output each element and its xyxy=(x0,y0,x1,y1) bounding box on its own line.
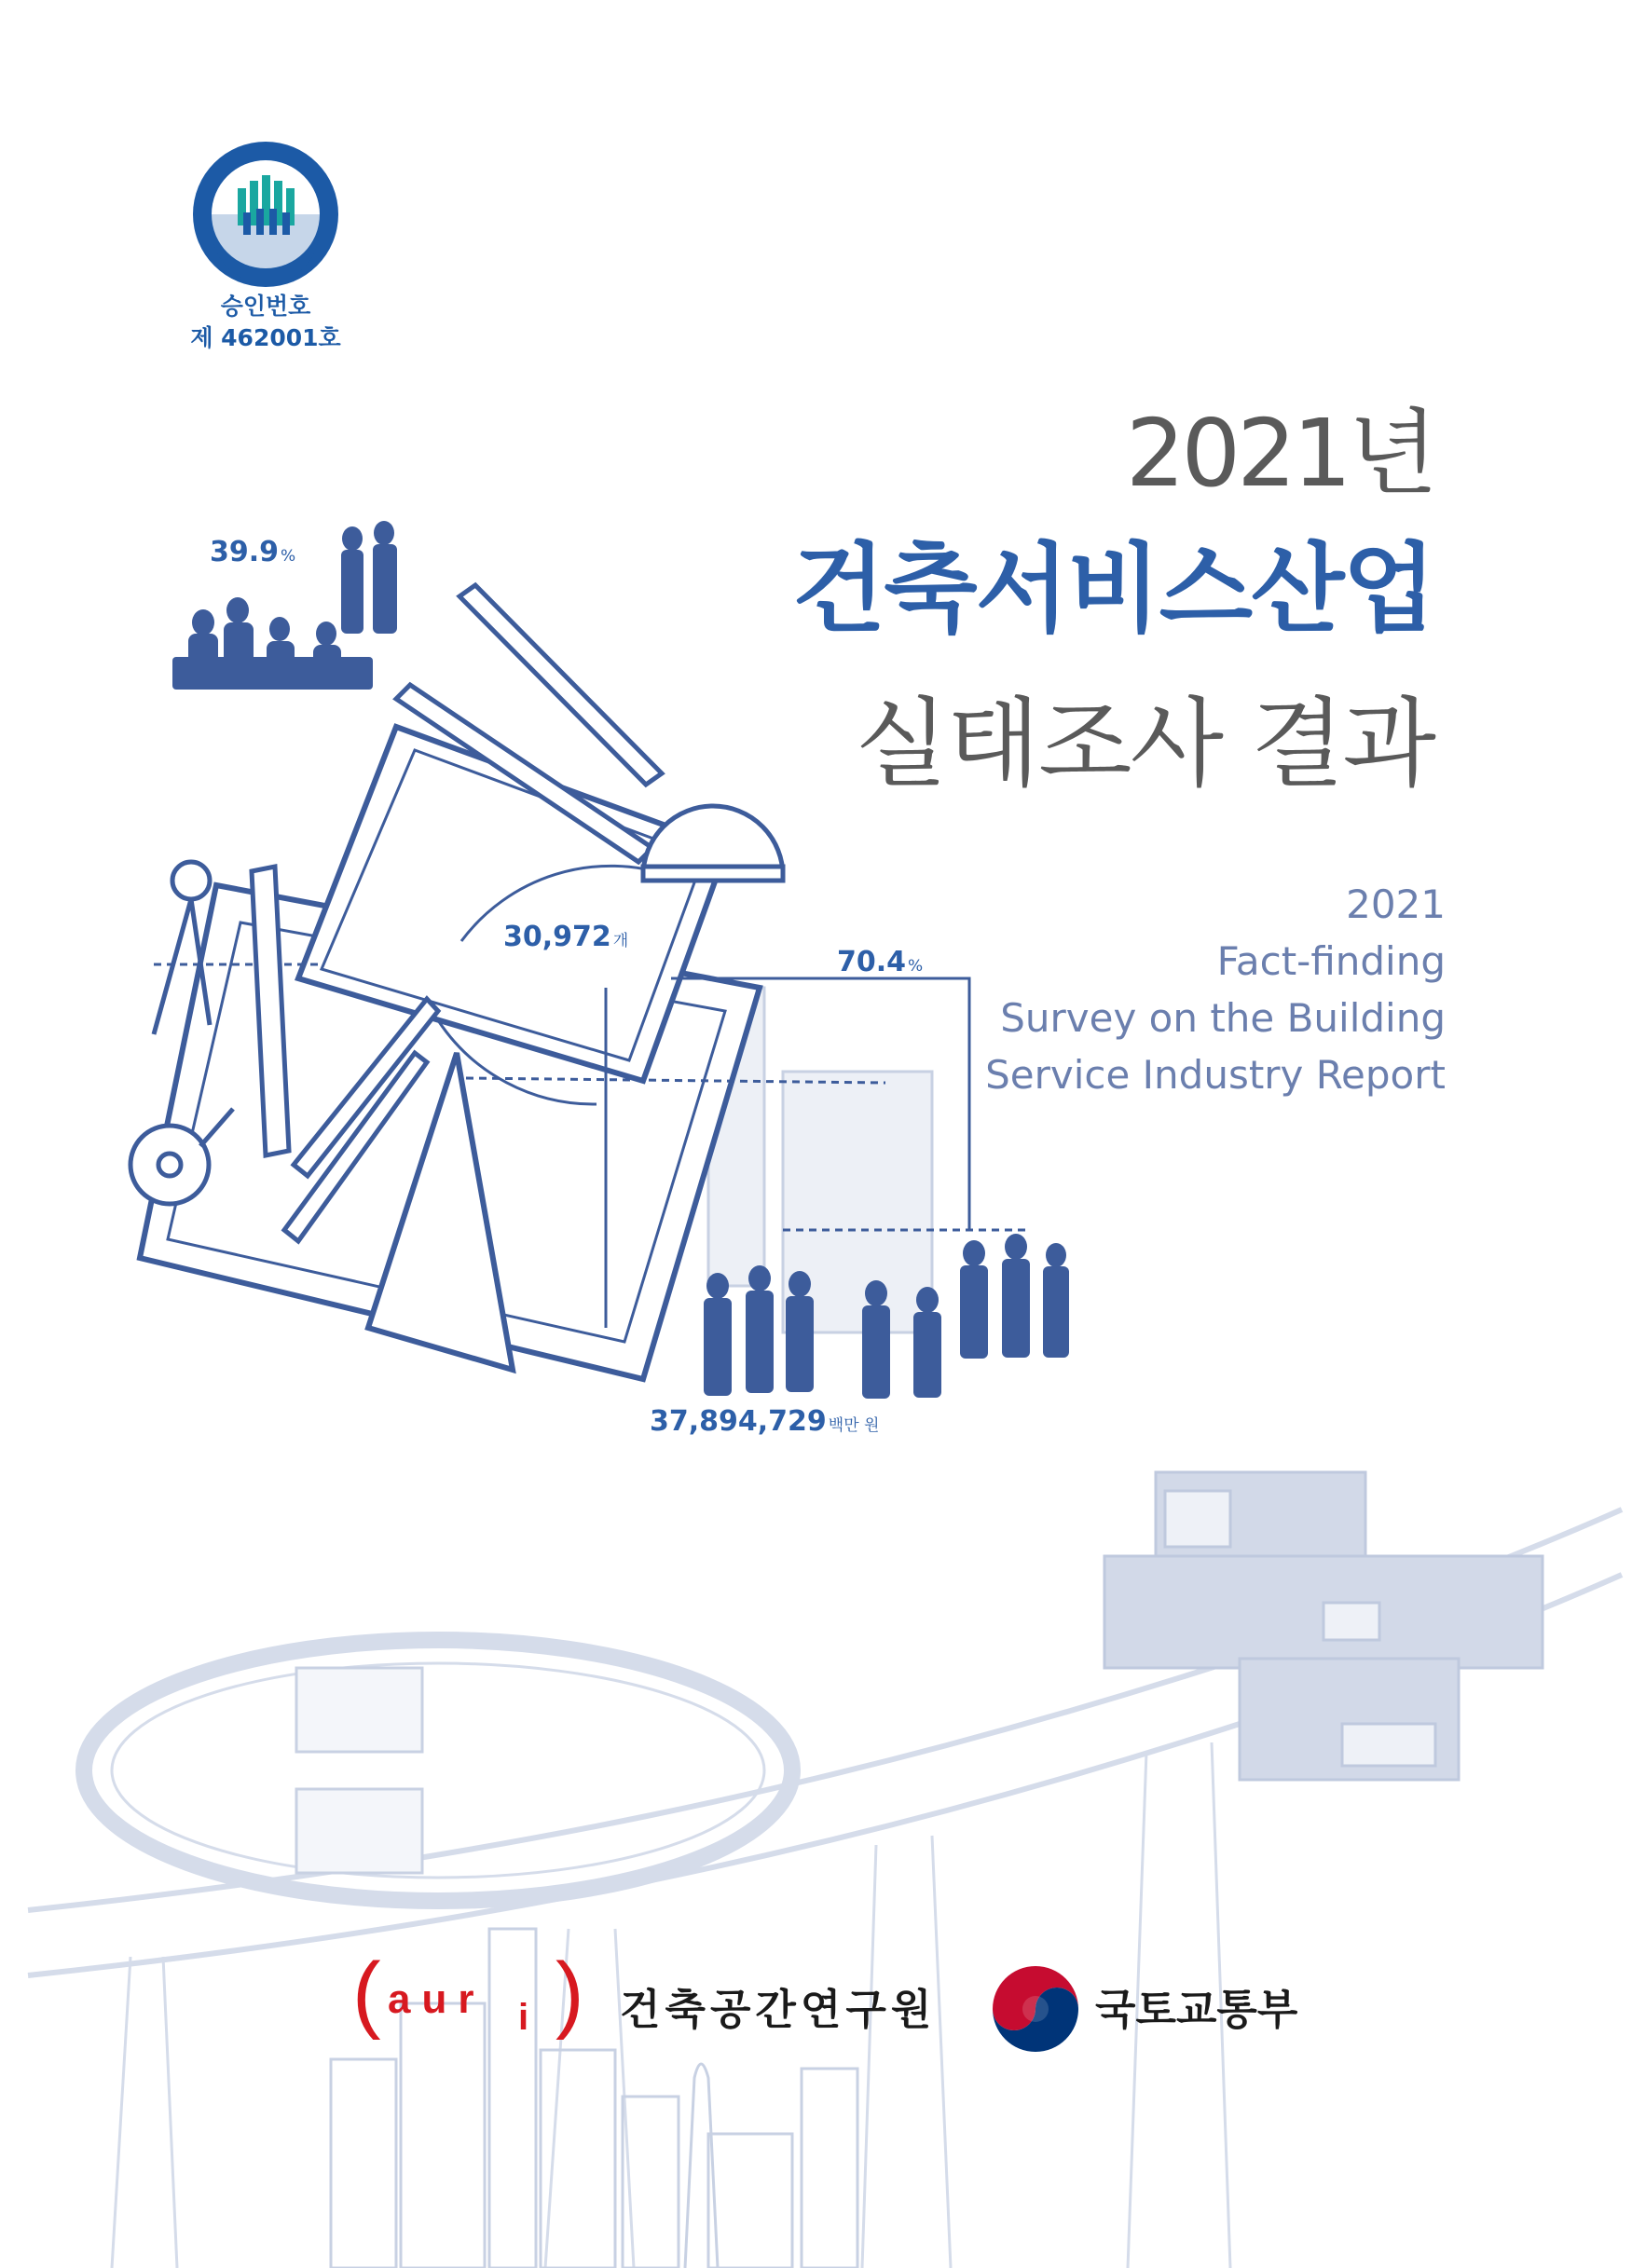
title-year: 2021년 xyxy=(1125,399,1434,508)
stat-label xyxy=(503,921,628,953)
english-title xyxy=(985,876,1446,1103)
svg-text:): ) xyxy=(555,1949,584,2041)
stat-value: 70.4 xyxy=(837,946,907,978)
auri-name: 건축공간연구원 xyxy=(620,1985,937,2034)
stat-unit: % xyxy=(908,957,924,976)
title-main: 건축서비스산업 xyxy=(791,532,1434,646)
svg-text:aur: aur xyxy=(388,1976,486,2022)
stat-label xyxy=(210,536,295,568)
floor-plan xyxy=(1104,1472,1543,1780)
stat-label xyxy=(650,1405,879,1438)
svg-text:i: i xyxy=(518,1997,529,2038)
ministry-emblem xyxy=(991,1964,1080,2054)
svg-text:(: ( xyxy=(352,1949,381,2041)
stat-label xyxy=(837,946,923,978)
english-title-line: 2021 xyxy=(1346,881,1446,927)
english-title-line: Survey on the Building xyxy=(1000,995,1446,1041)
national-statistics-seal xyxy=(191,140,340,289)
approval-code: 제 462001호 xyxy=(190,324,341,351)
title-sub: 실태조사 결과 xyxy=(855,687,1434,800)
stat-unit: 개 xyxy=(612,932,629,950)
stat-value: 30,972 xyxy=(503,921,611,953)
approval-number xyxy=(177,291,354,354)
stat-unit: 백만 원 xyxy=(828,1416,880,1435)
approval-label: 승인번호 xyxy=(220,293,311,320)
drawing-frames xyxy=(296,1668,422,1873)
english-title-line: Fact-finding xyxy=(1216,938,1446,984)
stat-value: 39.9 xyxy=(210,536,280,568)
protractor xyxy=(643,806,783,881)
stat-unit: % xyxy=(281,547,296,566)
auri-logo xyxy=(352,1949,595,2043)
stat-value: 37,894,729 xyxy=(650,1405,827,1438)
ministry-name: 국토교통부 xyxy=(1095,1985,1298,2034)
english-title-line: Service Industry Report xyxy=(985,1052,1446,1098)
